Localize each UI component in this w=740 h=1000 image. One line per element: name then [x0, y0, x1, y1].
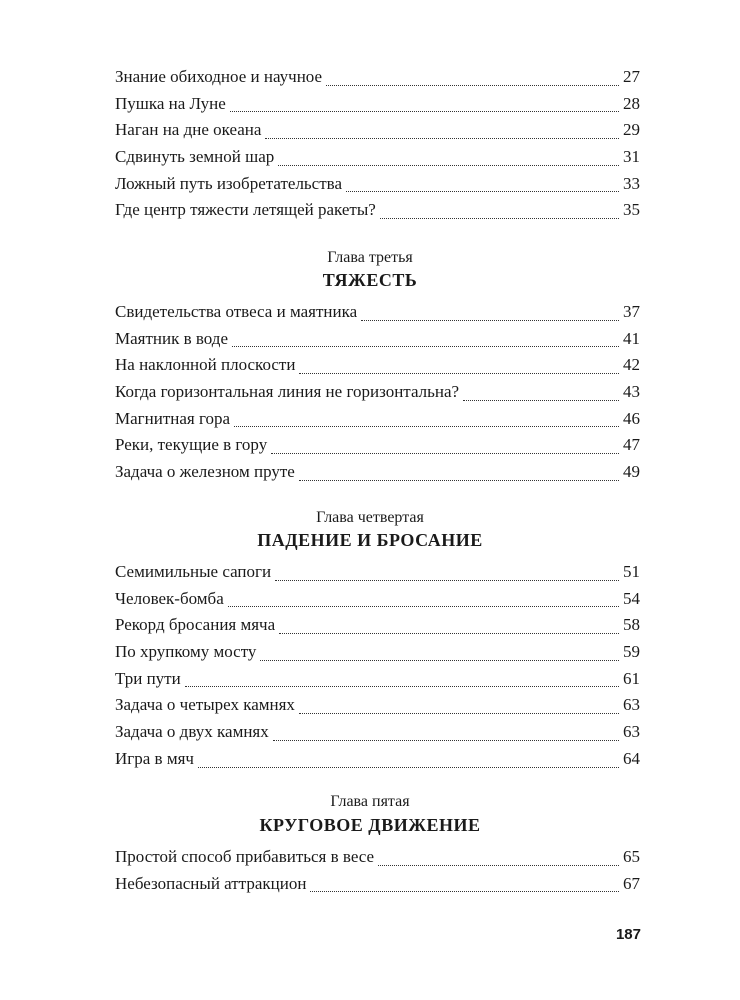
toc-entry-title: Сдвинуть земной шар: [115, 147, 275, 167]
dot-leader: [273, 739, 619, 741]
toc-entry-title: Магнитная гора: [115, 408, 231, 428]
page-number: 187: [615, 926, 641, 943]
toc-entry-page: 51: [623, 562, 640, 581]
toc-section-chapter-5: [115, 844, 640, 897]
toc-entry-title: Три пути: [115, 668, 181, 688]
toc-entry-title: Задача о железном пруте: [115, 462, 295, 482]
dot-leader: [361, 319, 619, 321]
toc-entry: [115, 406, 640, 433]
dot-leader: [198, 766, 619, 768]
toc-section-chapter-4: [115, 559, 640, 773]
toc-entry-page: 64: [623, 748, 640, 768]
dot-leader: [185, 685, 619, 687]
dot-leader: [299, 712, 619, 714]
dot-leader: [299, 372, 619, 374]
toc-entry: [115, 326, 640, 353]
toc-entry-title: Небезопасный аттракцион: [115, 873, 307, 893]
dot-leader: [310, 890, 619, 892]
toc-entry-title: Ложный путь изобретательства: [115, 173, 343, 193]
toc-entry-title: Задача о четырех камнях: [115, 695, 295, 715]
toc-entry-page: 29: [623, 120, 640, 140]
dot-leader: [230, 110, 619, 112]
dot-leader: [278, 164, 619, 166]
toc-entry-page: 33: [623, 173, 640, 193]
toc-entry: [115, 746, 640, 773]
toc-entry: [115, 432, 640, 459]
dot-leader: [279, 632, 619, 634]
toc-entry-title: Знание обиходное и научное: [115, 67, 323, 86]
toc-entry-page: 54: [623, 588, 640, 608]
toc-entry-page: 46: [623, 408, 640, 428]
toc-entry-title: Маятник в воде: [115, 328, 229, 348]
toc-entry: [115, 91, 640, 118]
toc-entry: [115, 844, 640, 871]
toc-entry: [115, 171, 640, 198]
chapter-label: Глава четвертая: [316, 509, 424, 526]
toc-entry: [115, 586, 640, 613]
chapter-title: ТЯЖЕСТЬ: [322, 270, 418, 290]
toc-entry-page: 35: [623, 200, 640, 220]
toc-entry-title: Человек-бомба: [115, 588, 224, 608]
dot-leader: [234, 425, 619, 427]
toc-entry: [115, 612, 640, 639]
dot-leader: [346, 190, 619, 192]
toc-entry-page: 27: [623, 67, 640, 86]
chapter-label: Глава третья: [327, 249, 413, 266]
toc-entry-page: 58: [623, 615, 640, 635]
toc-entry-title: Реки, текущие в гору: [115, 435, 268, 455]
toc-entry: [115, 64, 640, 91]
chapter-title: КРУГОВОЕ ДВИЖЕНИЕ: [259, 815, 481, 835]
chapter-title: ПАДЕНИЕ И БРОСАНИЕ: [257, 530, 483, 550]
toc-entry: [115, 379, 640, 406]
toc-entry-title: Игра в мяч: [115, 748, 194, 768]
toc-entry-title: Свидетельства отвеса и маятника: [115, 302, 358, 321]
dot-leader: [260, 659, 619, 661]
toc-entry-page: 65: [623, 847, 640, 866]
dot-leader: [380, 217, 619, 219]
toc-entry: [115, 144, 640, 171]
dot-leader: [463, 399, 619, 401]
dot-leader: [326, 84, 619, 86]
toc-entry: [115, 639, 640, 666]
chapter-label: Глава пятая: [330, 793, 410, 810]
toc-entry-title: Простой способ прибавиться в весе: [115, 847, 375, 866]
toc-entry-page: 49: [623, 462, 640, 482]
toc-entry-page: 61: [623, 668, 640, 688]
toc-entry-title: Семимильные сапоги: [115, 562, 272, 581]
toc-entry-title: Когда горизонтальная линия не горизонтальна?: [115, 382, 460, 402]
dot-leader: [299, 479, 619, 481]
toc-entry: [115, 459, 640, 486]
toc-entry-page: 67: [623, 873, 640, 893]
toc-entry-page: 28: [623, 93, 640, 113]
toc-entry: [115, 692, 640, 719]
toc-entry-title: Наган на дне океана: [115, 120, 262, 140]
toc-entry-page: 42: [623, 355, 640, 375]
toc-section-chapter-3: [115, 299, 640, 486]
toc-entry-page: 31: [623, 147, 640, 167]
toc-entry-page: 41: [623, 328, 640, 348]
toc-entry: [115, 197, 640, 224]
toc-entry-page: 63: [623, 695, 640, 715]
dot-leader: [228, 605, 619, 607]
toc-entry: [115, 117, 640, 144]
toc-entry-page: 43: [623, 382, 640, 402]
toc-entry-title: Рекорд бросания мяча: [115, 615, 276, 635]
toc-entry: [115, 719, 640, 746]
toc-entry: [115, 299, 640, 326]
dot-leader: [232, 345, 619, 347]
dot-leader: [271, 452, 619, 454]
toc-entry-title: На наклонной плоскости: [115, 355, 296, 375]
toc-entry-title: Задача о двух камнях: [115, 722, 269, 742]
toc-entry-title: Где центр тяжести летящей ракеты?: [115, 200, 376, 220]
dot-leader: [378, 864, 619, 866]
toc-entry-page: 63: [623, 722, 640, 742]
toc-entry-title: По хрупкому мосту: [115, 642, 257, 662]
dot-leader: [275, 579, 619, 581]
toc-entry-page: 37: [623, 302, 640, 321]
dot-leader: [265, 137, 619, 139]
toc-entry: [115, 352, 640, 379]
toc-entry: [115, 559, 640, 586]
toc-entry-title: Пушка на Луне: [115, 93, 226, 113]
toc-entry: [115, 871, 640, 898]
toc-entry-page: 59: [623, 642, 640, 662]
toc-entry-page: 47: [623, 435, 640, 455]
toc-entry: [115, 666, 640, 693]
toc-section-continuation: [115, 64, 640, 224]
